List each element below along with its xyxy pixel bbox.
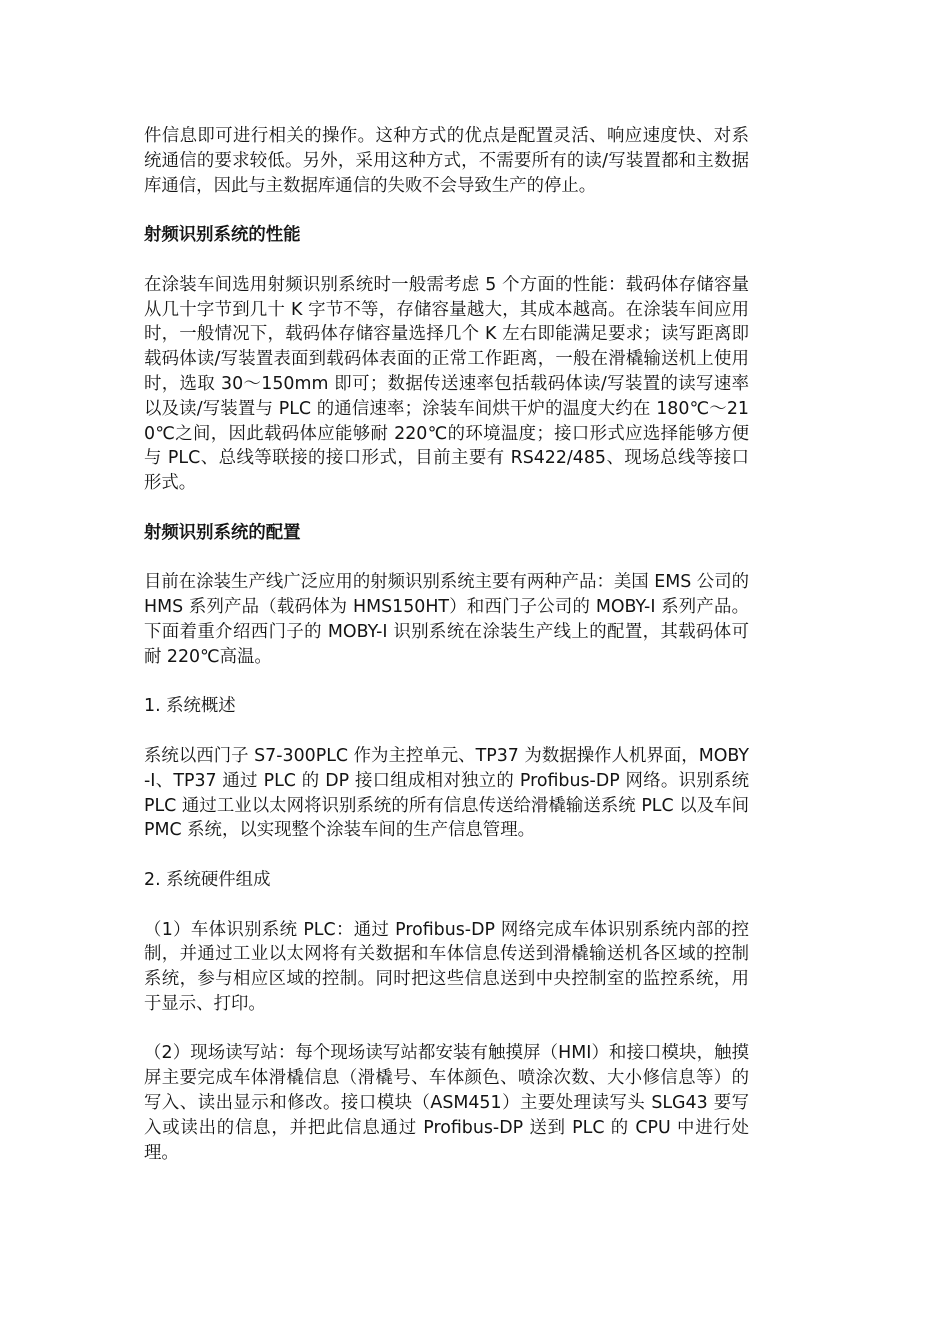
performance-paragraph: 在涂装车间选用射频识别系统时一般需考虑 5 个方面的性能：载码体存储容量从几十字节到几十 K 字节不等，存储容量越大，其成本越高。在涂装车间应用时，一般情况下，载码体存储容量选择几个 K 左右即能满足要求；读写距离即载码体读/写装置表面到载码体表面的正常工作距离，一般在滑橇输送机上使用时，选取 30～150mm 即可；数据传送速率包括载码体读/写装置的读写速率以及读/写装置与 PLC 的通信速率；涂装车间烘干炉的温度大约在 180℃～210℃之间，因此载码体应能够耐 220℃的环境温度；接口形式应选择能够方便与 PLC、总线等联接的接口形式，目前主要有 RS422/485、现场总线等接口形式。 <box>144 274 749 494</box>
hardware-item-1-paragraph: （1）车体识别系统 PLC：通过 Profibus-DP 网络完成车体识别系统内部的控制，并通过工业以太网将有关数据和车体信息传送到滑橇输送机各区域的控制系统，参与相应区域的控制。同时把这些信息送到中央控制室的监控系统，用于显示、打印。 <box>144 919 749 1014</box>
overview-paragraph: 系统以西门子 S7-300PLC 作为主控单元、TP37 为数据操作人机界面，MOBY-I、TP37 通过 PLC 的 DP 接口组成相对独立的 Profibus-DP 网络。识别系统 PLC 通过工业以太网将识别系统的所有信息传送给滑橇输送系统 PLC 以及车间 PMC 系统，以实现整个涂装车间的生产信息管理。 <box>144 745 749 841</box>
subsection-heading-hardware: 2. 系统硬件组成 <box>144 869 271 890</box>
document-page <box>144 124 749 1190</box>
section-heading-configuration: 射频识别系统的配置 <box>144 522 301 543</box>
section-heading-performance: 射频识别系统的性能 <box>144 225 301 246</box>
hardware-item-2-paragraph: （2）现场读写站：每个现场读写站都安装有触摸屏（HMI）和接口模块，触摸屏主要完成车体滑橇信息（滑橇号、车体颜色、喷涂次数、大小修信息等）的写入、读出显示和修改。接口模块（ASM451）主要处理读写头 SLG43 要写入或读出的信息，并把此信息通过 Profibus-DP 送到 PLC 的 CPU 中进行处理。 <box>144 1043 749 1163</box>
subsection-heading-overview: 1. 系统概述 <box>144 696 236 717</box>
configuration-paragraph: 目前在涂装生产线广泛应用的射频识别系统主要有两种产品：美国 EMS 公司的 HMS 系列产品（载码体为 HMS150HT）和西门子公司的 MOBY-I 系列产品。下面着重介绍西门子的 MOBY-I 识别系统在涂装生产线上的配置，其载码体可耐 220℃高温。 <box>144 572 749 667</box>
intro-paragraph: 件信息即可进行相关的操作。这种方式的优点是配置灵活、响应速度快、对系统通信的要求较低。另外，采用这种方式，不需要所有的读/写装置都和主数据库通信，因此与主数据库通信的失败不会导致生产的停止。 <box>144 126 749 196</box>
